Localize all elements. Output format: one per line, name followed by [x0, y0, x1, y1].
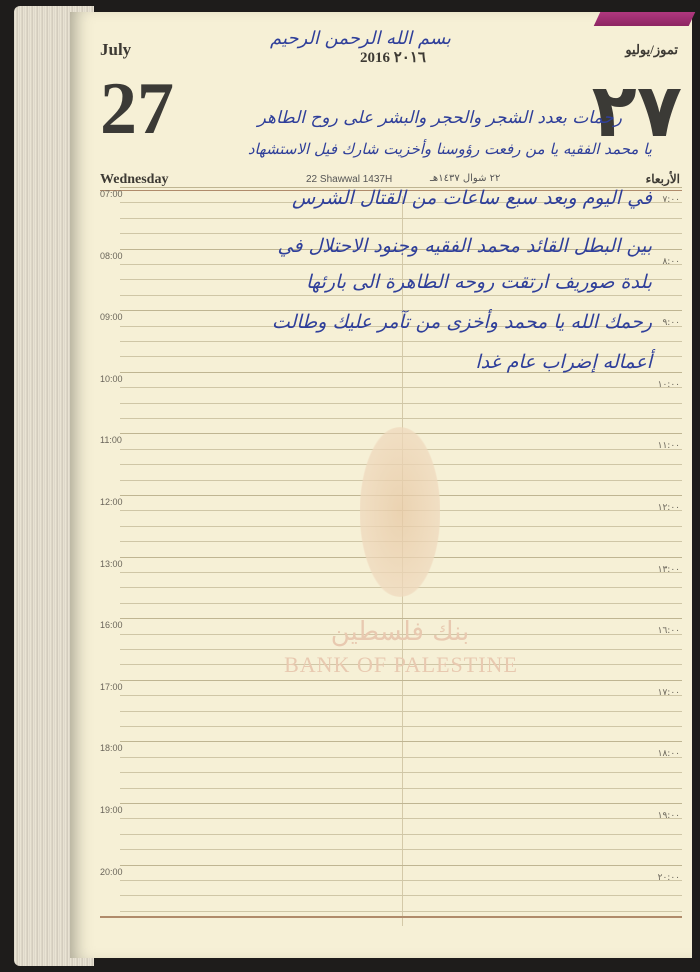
handwritten-line-1: في اليوم وبعد سبع ساعات من القتال الشرس — [291, 187, 652, 209]
handwritten-line-2: بين البطل القائد محمد الفقيه وجنود الاحتلال في — [277, 235, 652, 257]
day-number-english: 27 — [100, 68, 174, 150]
handwritten-line-3: بلدة صوريف ارتقت روحه الطاهرة الى بارئها — [305, 271, 652, 293]
watermark-english: BANK OF PALESTINE — [284, 652, 518, 677]
ruled-line — [120, 403, 682, 404]
time-label-arabic: ١٢:٠٠ — [657, 503, 680, 513]
bottom-divider — [100, 916, 682, 918]
time-label-arabic: ١٦:٠٠ — [657, 626, 680, 637]
time-label-english: 09:00 — [100, 312, 123, 323]
bank-logo-watermark — [360, 427, 440, 597]
time-label-arabic: ١٩:٠٠ — [657, 811, 680, 821]
handwritten-heading-1: رحمات بعدد الشجر والحجر والبشر على روح الطاهر — [257, 108, 622, 128]
ruled-line — [120, 264, 682, 265]
time-label-arabic: ٩:٠٠ — [662, 318, 680, 329]
time-label-arabic: ١١:٠٠ — [657, 441, 680, 452]
watermark-arabic: بنك فلسطين — [330, 617, 470, 647]
ruled-line — [120, 726, 682, 727]
ruled-line — [120, 695, 682, 696]
ruled-line — [120, 341, 682, 342]
weekday-english: Wednesday — [100, 172, 169, 187]
handwritten-heading-2: يا محمد الفقيه يا من رفعت رؤوسنا وأخزيت شارك فيل الاستشهاد — [247, 140, 652, 158]
ruled-line — [120, 772, 682, 773]
time-label-english: 20:00 — [100, 866, 123, 877]
month-arabic: تموز/يوليو — [625, 42, 678, 57]
ruled-line — [120, 895, 682, 896]
time-label-english: 10:00 — [100, 373, 123, 384]
time-label-english: 07:00 — [100, 189, 123, 199]
handwritten-line-5: أعماله إضراب عام غدا — [475, 351, 652, 373]
time-label-english: 12:00 — [100, 497, 123, 507]
day-number-arabic: ٢٧ — [591, 68, 682, 154]
diary-page — [70, 12, 692, 958]
time-label-arabic: ٧:٠٠ — [662, 195, 680, 205]
weekday-arabic: الأربعاء — [645, 172, 680, 186]
ruled-line — [120, 788, 682, 789]
time-label-arabic: ١٨:٠٠ — [657, 749, 680, 760]
ruled-line — [120, 818, 682, 819]
handwritten-line-4: رحمك الله يا محمد وأخزى من تآمر عليك وطالت — [271, 311, 652, 333]
ruled-line — [120, 295, 682, 296]
ruled-line — [120, 603, 682, 604]
ruled-line — [120, 680, 682, 681]
ruled-line — [120, 387, 682, 388]
ruled-line — [120, 803, 682, 804]
ruled-line — [120, 911, 682, 912]
ruled-line — [120, 757, 682, 758]
ruled-line — [120, 849, 682, 850]
ruled-line — [120, 418, 682, 419]
hijri-date-arabic: ٢٢ شوال ١٤٣٧هـ — [430, 173, 501, 184]
ruled-line — [120, 649, 682, 650]
time-label-english: 18:00 — [100, 743, 123, 754]
ruled-line — [120, 711, 682, 712]
time-label-english: 08:00 — [100, 250, 123, 261]
ruled-line — [120, 880, 682, 881]
year: 2016 ٢٠١٦ — [360, 50, 426, 66]
time-label-arabic: ١٣:٠٠ — [657, 564, 680, 575]
time-label-english: 17:00 — [100, 681, 123, 692]
time-label-arabic: ١٠:٠٠ — [657, 379, 680, 390]
time-label-english: 16:00 — [100, 620, 123, 631]
handwritten-bismillah: بسم الله الرحمن الرحيم — [270, 28, 451, 49]
hijri-date-english: 22 Shawwal 1437H — [306, 174, 393, 185]
time-label-english: 13:00 — [100, 558, 123, 569]
bookmark-ribbon — [594, 12, 696, 26]
time-label-english: 19:00 — [100, 805, 123, 815]
time-label-english: 11:00 — [100, 435, 122, 446]
month-english: July — [100, 40, 132, 59]
time-label-arabic: ٨:٠٠ — [662, 256, 680, 267]
ruled-line — [120, 741, 682, 742]
time-label-arabic: ١٧:٠٠ — [657, 687, 680, 698]
ruled-line — [120, 834, 682, 835]
time-label-arabic: ٢٠:٠٠ — [657, 872, 680, 883]
ruled-line — [120, 218, 682, 219]
ruled-line — [120, 865, 682, 866]
